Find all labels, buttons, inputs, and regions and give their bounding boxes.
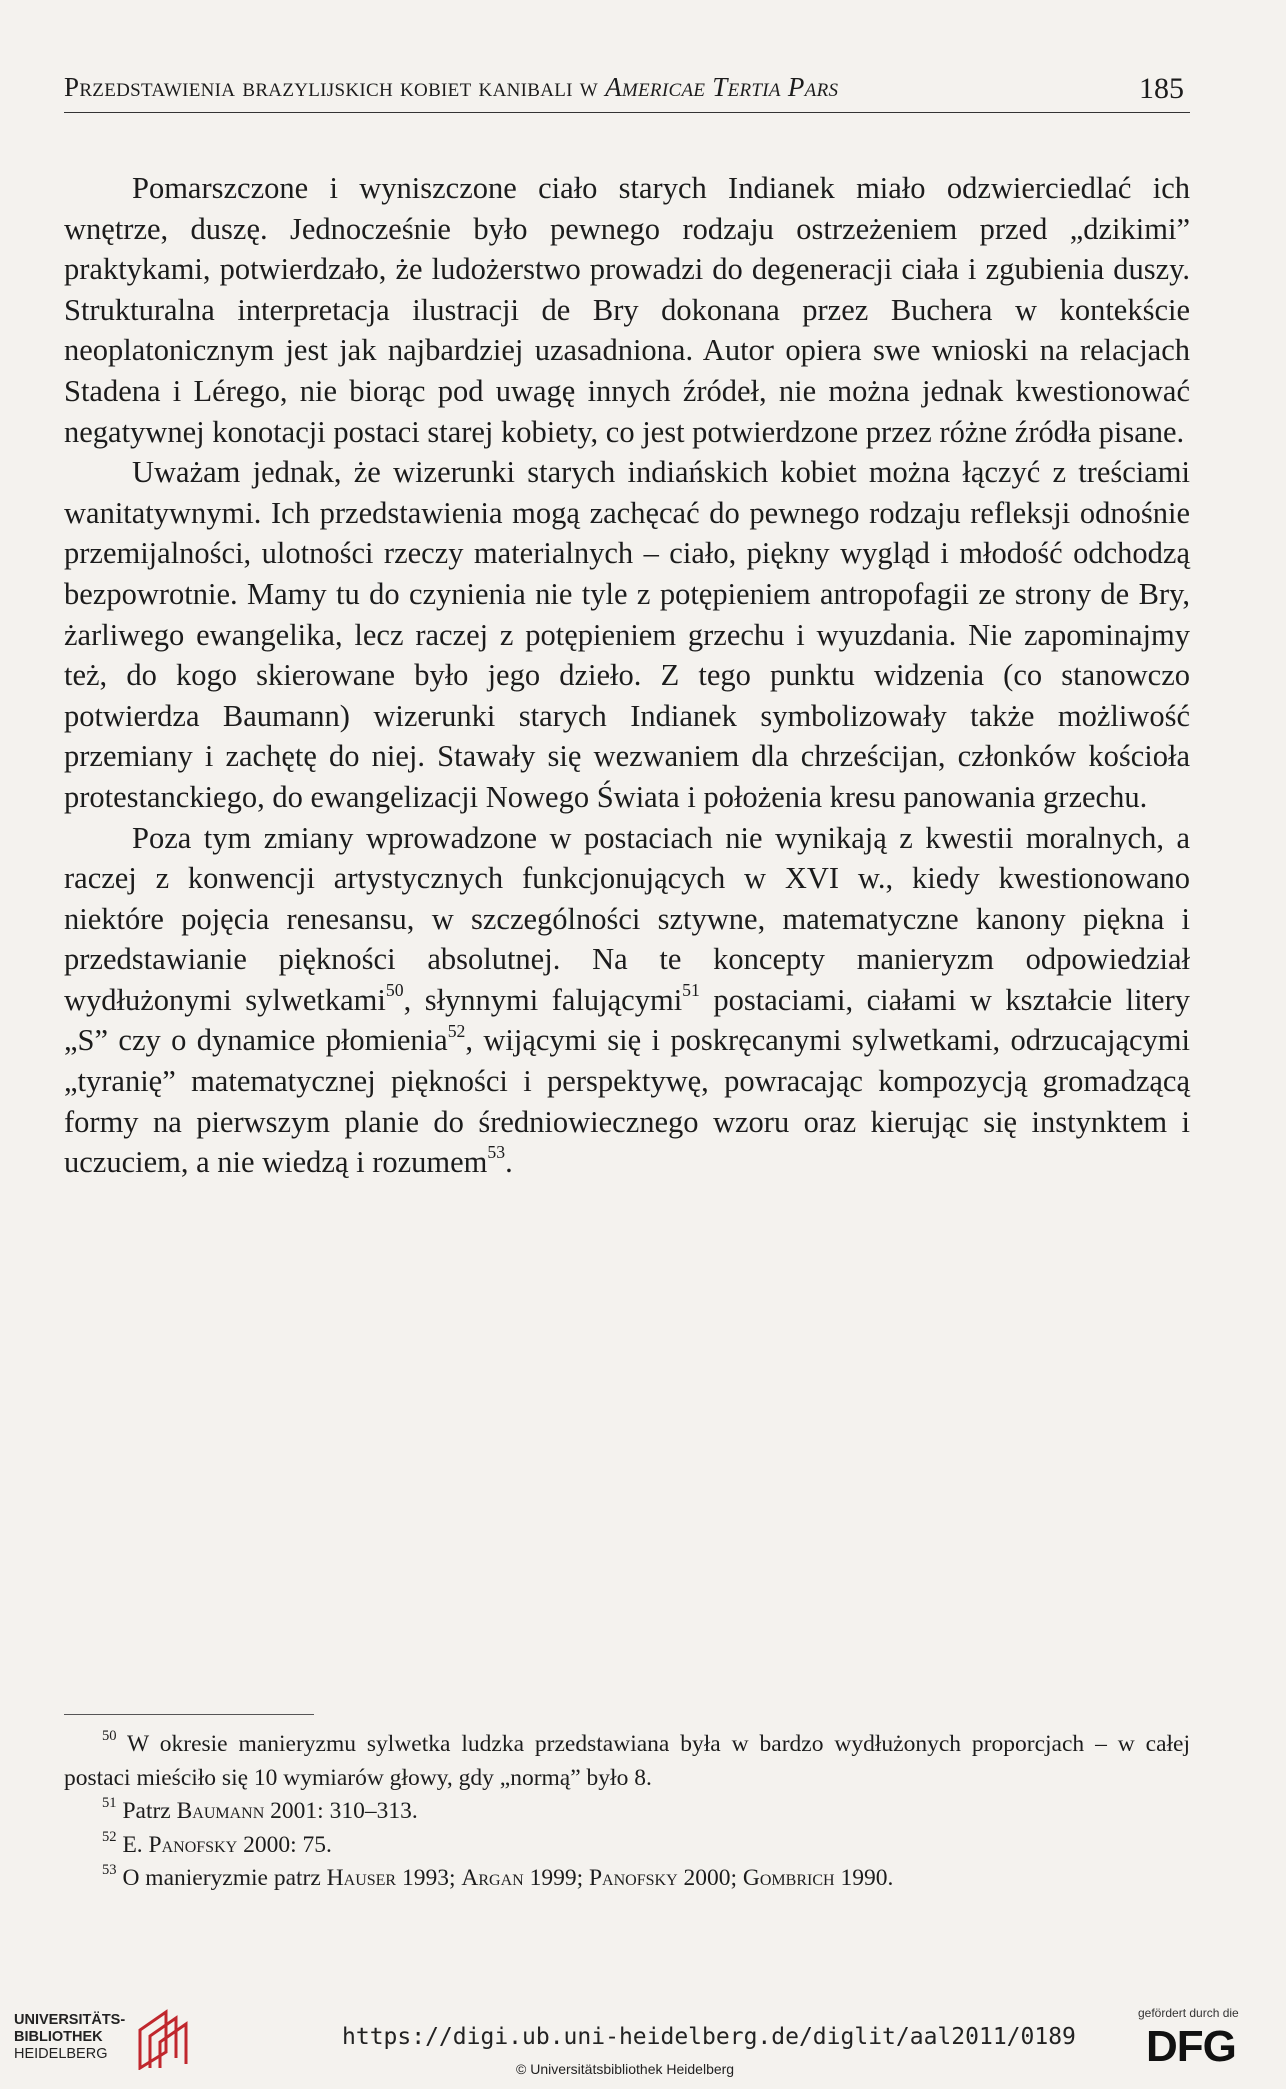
footnote-number: 52 xyxy=(102,1828,117,1845)
main-text xyxy=(64,168,1190,1183)
footnote-50 xyxy=(64,1728,1190,1795)
footnote-text: 2000: 75. xyxy=(237,1831,332,1858)
running-title-text: Przedstawienia brazylijskich kobiet kanibali w xyxy=(64,72,606,102)
digitization-footer xyxy=(0,1990,1286,2089)
footnote-ref-50[interactable]: 50 xyxy=(385,980,404,1001)
paragraph-2: Uważam jednak, że wizerunki starych indiańskich kobiet można łączyć z treściami wanitatywnymi. Ich przedstawienia mogą zachęcać do pewnego rodzaju refleksji odnośnie przemijalności, ulotności rzeczy materialnych – ciało, piękny wygląd i młodość odchodzą bezpowrotnie. Mamy tu do czynienia nie tyle z potępieniem antropofagii ze strony de Bry, żarliwego ewangelika, lecz raczej z potępieniem grzechu i wyuzdania. Nie zapominajmy też, do kogo skierowane było jego dzieło. Z tego punktu widzenia (co stanowczo potwierdza Baumann) wizerunki starych Indianek symbolizowały także możliwość przemiany i zachętę do niej. Stawały się wezwaniem dla chrześcijan, członków kościoła protestanckiego, do ewangelizacji Nowego Świata i położenia kresu panowania grzechu. xyxy=(64,455,1190,814)
running-title xyxy=(64,72,838,103)
library-logo[interactable] xyxy=(14,2008,204,2070)
library-emblem-icon xyxy=(136,2008,192,2070)
running-header xyxy=(64,72,1190,113)
footnote-number: 50 xyxy=(102,1728,117,1744)
footnote-author: Panofsky xyxy=(588,1865,678,1891)
footnote-author: Gombrich xyxy=(742,1865,835,1891)
page-number: 185 xyxy=(1139,72,1184,105)
footnote-text: 1999; xyxy=(523,1865,589,1891)
footnote-51 xyxy=(64,1795,1190,1829)
permalink[interactable]: https://digi.ub.uni-heidelberg.de/diglit/aal2011/0189 xyxy=(342,2024,1076,2050)
library-name-line: HEIDELBERG xyxy=(14,2046,108,2062)
paragraph-3-text: Poza tym zmiany wprowadzone w postaciach nie wynikają z kwestii moralnych, a raczej z konwencji artystycznych funkcjonujących w XVI w., kiedy kwestionowano niektóre pojęcia renesansu, w szczególności sztywne, matematyczne kanony piękna i przedstawianie piękności absolutnej. Na te koncepty manieryzm odpowiedział wydłużonymi sylwetkami xyxy=(64,820,1190,1017)
funder-caption: gefördert durch die xyxy=(1138,2006,1239,2020)
footnote-text: 2001: 310–313. xyxy=(264,1798,418,1824)
footnote-53 xyxy=(64,1862,1190,1896)
footnote-text: Patrz xyxy=(116,1798,177,1824)
paragraph-3-text: . xyxy=(505,1145,513,1180)
footnote-text: W okresie manieryzmu sylwetka ludzka przedstawiana była w bardzo wydłużonych proporcjach – w całej postaci mieściło się 10 wymiarów głowy, gdy „normą” było 8. xyxy=(64,1731,1190,1791)
footnote-text: 2000; xyxy=(677,1865,743,1891)
footnote-text: 1993; xyxy=(396,1865,462,1891)
copyright-notice: © Universitätsbibliothek Heidelberg xyxy=(516,2061,735,2077)
library-name-line: BIBLIOTHEK xyxy=(14,2029,103,2045)
footnote-text: 1990. xyxy=(834,1865,894,1891)
footnote-author: Hauser xyxy=(326,1865,397,1891)
footnote-text: O manieryzmie patrz xyxy=(116,1865,327,1891)
footnote-author: Argan xyxy=(461,1865,524,1891)
dfg-logo[interactable] xyxy=(1120,2006,1270,2076)
footnotes xyxy=(64,1728,1190,1896)
paragraph-3-text: , wijącymi się i poskręcanymi sylwetkami, odrzucającymi „tyranię” matematycznej piękności i perspektywę, powracając kompozycją gromadzącą formy na pierwszym planie do średniowiecznego wzoru oraz kierując się instynktem i uczuciem, a nie wiedzą i rozumem xyxy=(64,1023,1190,1180)
footnote-ref-53[interactable]: 53 xyxy=(487,1142,506,1163)
paragraph-3-text: , słynnymi falującymi xyxy=(403,982,683,1017)
footnote-divider xyxy=(64,1714,314,1715)
library-name-line: UNIVERSITÄTS- xyxy=(14,2012,126,2028)
footnote-author: Panofsky xyxy=(148,1831,238,1858)
paragraph-3 xyxy=(64,818,1190,1183)
paragraph-1: Pomarszczone i wyniszczone ciało starych Indianek miało odzwierciedlać ich wnętrze, duszę. Jednocześnie było pewnego rodzaju ostrzeżeniem przed „dzikimi” praktykami, potwierdzało, że ludożerstwo prowadzi do degeneracji ciała i zgubienia duszy. Strukturalna interpretacja ilustracji de Bry dokonana przez Buchera w kontekście neoplatonicznym jest jak najbardziej uzasadniona. Autor opiera swe wnioski na relacjach Stadena i Lérego, nie biorąc pod uwagę innych źródeł, nie można jednak kwestionować negatywnej konotacji postaci starej kobiety, co jest potwierdzone przez różne źródła pisane. xyxy=(64,171,1190,449)
funder-name: DFG xyxy=(1146,2022,1236,2071)
footnote-ref-51[interactable]: 51 xyxy=(682,980,700,1001)
running-title-italic: Americae Tertia Pars xyxy=(605,72,839,102)
paragraph-3-text: postaciami, ciałami w kształcie litery „S” czy o dynamice płomienia xyxy=(64,982,1190,1058)
footnote-author: Baumann xyxy=(176,1798,265,1824)
footnote-52 xyxy=(64,1829,1190,1863)
footnote-ref-52[interactable]: 52 xyxy=(447,1020,466,1041)
library-name xyxy=(14,2012,125,2063)
footnote-number: 51 xyxy=(102,1795,117,1811)
footnote-text: E. xyxy=(116,1831,149,1858)
footnote-number: 53 xyxy=(102,1862,117,1878)
